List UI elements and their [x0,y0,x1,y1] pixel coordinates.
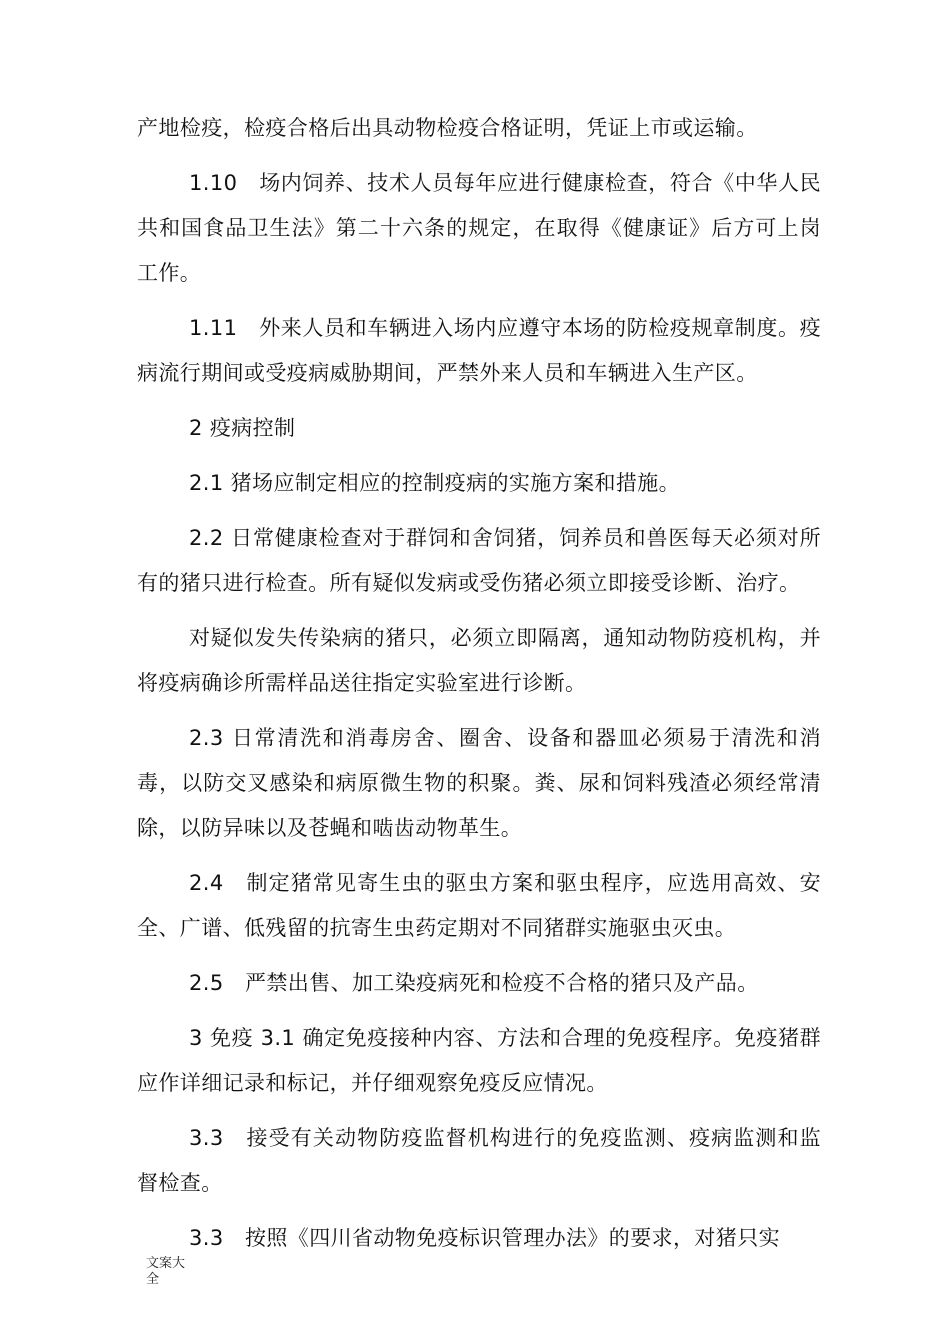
paragraph-2-5: 2.5 严禁出售、加工染疫病死和检疫不合格的猪只及产品。 [189,971,759,995]
paragraph-2-1: 2.1 猪场应制定相应的控制疫病的实施方案和措施。 [189,471,681,495]
paragraph-2-3: 2.3 日常清洗和消毒房舍、圈舍、设备和器皿必须易于清洗和消毒，以防交叉感染和病原微生物的积聚。粪、尿和饲料残渣必须经常清除，以防异味以及苍蝇和啮齿动物革生。 [137,726,821,840]
paragraph-continuation: 产地检疫，检疫合格后出具动物检疫合格证明，凭证上市或运输。 [137,116,758,140]
document-body [137,106,821,1271]
paragraph-1-10: 1.10 场内饲养、技术人员每年应进行健康检查，符合《中华人民共和国食品卫生法》第二十六条的规定，在取得《健康证》后方可上岗工作。 [137,171,821,285]
paragraph-3-3-monitoring: 3.3 接受有关动物防疫监督机构进行的免疫监测、疫病监测和监督检查。 [137,1126,821,1195]
paragraph-2-2: 2.2 日常健康检查对于群饲和舍饲猪，饲养员和兽医每天必须对所有的猪只进行检查。所有疑似发病或受伤猪必须立即接受诊断、治疗。 [137,526,821,595]
paragraph-1-11: 1.11 外来人员和车辆进入场内应遵守本场的防检疫规章制度。疫病流行期间或受疫病威胁期间，严禁外来人员和车辆进入生产区。 [137,316,821,385]
paragraph-2-4: 2.4 制定猪常见寄生虫的驱虫方案和驱虫程序，应选用高效、安全、广谱、低残留的抗寄生虫药定期对不同猪群实施驱虫灭虫。 [137,871,821,940]
page-footer-label: 文案大全 [146,1256,186,1287]
paragraph-suspected-infection: 对疑似发失传染病的猪只，必须立即隔离，通知动物防疫机构，并将疫病确诊所需样品送往指定实验室进行诊断。 [137,626,821,695]
paragraph-3-1: 3 免疫 3.1 确定免疫接种内容、方法和合理的免疫程序。免疫猪群应作详细记录和标记，并仔细观察免疫反应情况。 [137,1026,821,1095]
section-heading-disease-control: 2 疫病控制 [189,416,296,440]
paragraph-3-3-identification: 3.3 按照《四川省动物免疫标识管理办法》的要求，对猪只实 [189,1226,780,1250]
